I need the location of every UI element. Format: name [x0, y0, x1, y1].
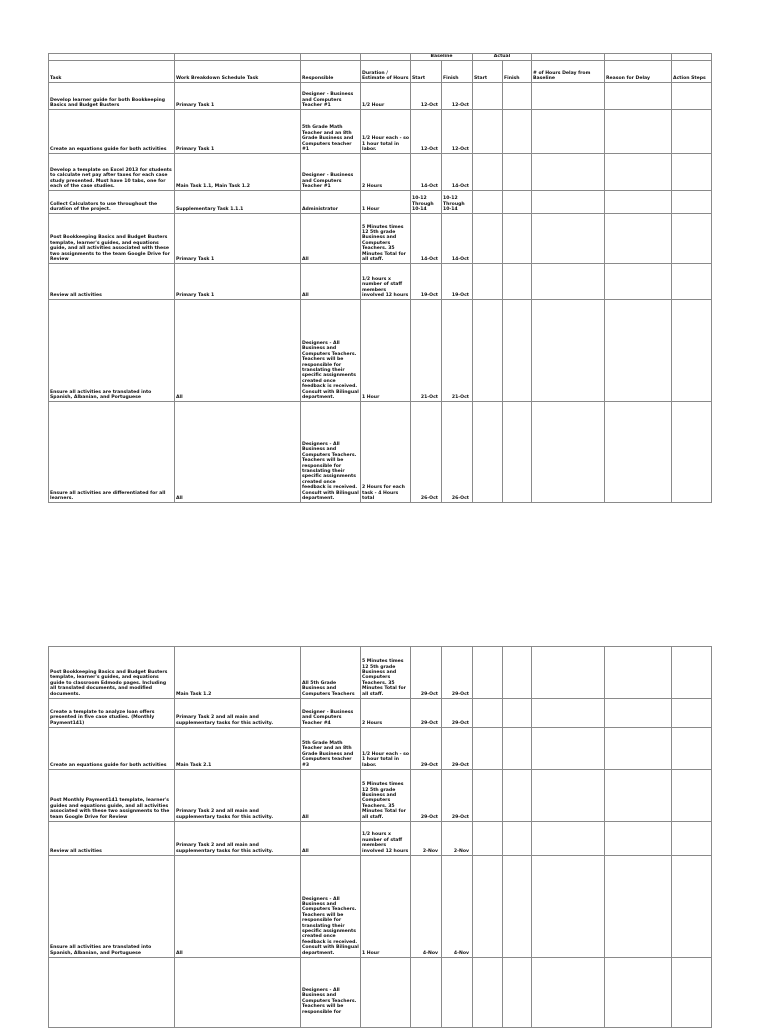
actual-start-header: Start: [473, 61, 503, 83]
table-row: [49, 402, 712, 503]
actual-start-cell: [473, 83, 503, 110]
responsible-cell: Designer - Business and Computers Teacher #1: [301, 83, 361, 110]
responsible-cell: All: [301, 822, 361, 856]
responsible-cell: Designer - Business and Computers Teacher #1: [301, 154, 361, 191]
baseline-start-cell: 29-Oct: [411, 728, 442, 770]
wbs-column-header: Work Breakdown Schedule Task: [175, 61, 301, 83]
actual-finish-cell: [503, 402, 532, 503]
actual-finish-cell: [503, 822, 532, 856]
table-row: [49, 300, 712, 402]
responsible-cell: All: [301, 770, 361, 822]
actual-start-cell: [473, 856, 503, 958]
wbs-cell: Primary Task 1: [175, 110, 301, 154]
duration-cell: 1 Hour: [361, 300, 411, 402]
duration-cell: 1/2 hours x number of staff members involved 12 hours: [361, 822, 411, 856]
actual-finish-cell: [503, 154, 532, 191]
actual-start-cell: [473, 402, 503, 503]
reason-cell: [605, 300, 672, 402]
baseline-finish-cell: 29-Oct: [442, 647, 473, 699]
actual-finish-cell: [503, 191, 532, 214]
hours-delay-cell: [532, 214, 605, 264]
responsible-cell: All: [301, 264, 361, 300]
hours-delay-cell: [532, 699, 605, 728]
action-cell: [672, 110, 712, 154]
baseline-finish-cell: 4-Nov: [442, 856, 473, 958]
baseline-finish-cell: 14-Oct: [442, 154, 473, 191]
actual-finish-cell: [503, 214, 532, 264]
action-cell: [672, 822, 712, 856]
reason-cell: [605, 264, 672, 300]
wbs-cell: All: [175, 856, 301, 958]
reason-cell: [605, 958, 672, 1028]
responsible-cell: Designers - All Business and Computers Teachers. Teachers will be responsible for: [301, 958, 361, 1028]
duration-cell: 2 Hours for each task - 4 Hours total: [361, 402, 411, 503]
header-blank: [532, 54, 605, 61]
wbs-cell: Primary Task 2 and all main and supplementary tasks for this activity.: [175, 822, 301, 856]
hours-delay-cell: [532, 822, 605, 856]
reason-cell: [605, 110, 672, 154]
baseline-start-cell: 12-Oct: [411, 110, 442, 154]
duration-cell: 1/2 hours x number of staff members involved 12 hours: [361, 264, 411, 300]
reason-cell: [605, 83, 672, 110]
duration-column-header: Duration / Estimate of Hours: [361, 61, 411, 83]
actual-start-cell: [473, 822, 503, 856]
wbs-cell: Primary Task 1: [175, 264, 301, 300]
baseline-start-cell: 26-Oct: [411, 402, 442, 503]
baseline-start-cell: 12-Oct: [411, 83, 442, 110]
wbs-cell: Primary Task 2 and all main and supplementary tasks for this activity.: [175, 770, 301, 822]
responsible-cell: 5th Grade Math Teacher and an 8th Grade Business and Computers teacher #1: [301, 110, 361, 154]
actual-start-cell: [473, 728, 503, 770]
schedule-table-page-2: [48, 646, 712, 1028]
hours-delay-cell: [532, 402, 605, 503]
hours-delay-cell: [532, 83, 605, 110]
table-row: [49, 110, 712, 154]
duration-cell: 1 Hour: [361, 191, 411, 214]
task-cell: Post Bookkeeping Basics and Budget Busters template, learner's guides, and equations guide, and all activities associated with these two assignments to the team Google Drive for Review: [49, 214, 175, 264]
actual-start-cell: [473, 300, 503, 402]
actual-header: Actual: [473, 54, 532, 61]
responsible-column-header: Responsible: [301, 61, 361, 83]
baseline-start-cell: 14-Oct: [411, 154, 442, 191]
header-blank: [672, 54, 712, 61]
action-cell: [672, 958, 712, 1028]
baseline-start-cell: [411, 958, 442, 1028]
actual-finish-cell: [503, 264, 532, 300]
reason-cell: [605, 822, 672, 856]
baseline-finish-cell: 21-Oct: [442, 300, 473, 402]
task-cell: Ensure all activities are translated into Spanish, Albanian, and Portuguese: [49, 856, 175, 958]
task-cell: Create an equations guide for both activities: [49, 110, 175, 154]
hours-delay-cell: [532, 647, 605, 699]
header-blank: [605, 54, 672, 61]
task-cell: [49, 958, 175, 1028]
actual-start-cell: [473, 699, 503, 728]
duration-cell: [361, 958, 411, 1028]
actual-finish-cell: [503, 856, 532, 958]
header-blank: [361, 54, 411, 61]
task-cell: Review all activities: [49, 264, 175, 300]
baseline-start-cell: 29-Oct: [411, 699, 442, 728]
actual-finish-cell: [503, 728, 532, 770]
task-cell: Create a template to analyze loan offers presented in five case studies. (Monthly Payment141): [49, 699, 175, 728]
baseline-start-cell: 10-12 Through 10-14: [411, 191, 442, 214]
action-cell: [672, 402, 712, 503]
action-cell: [672, 191, 712, 214]
baseline-finish-cell: [442, 958, 473, 1028]
reason-cell: [605, 402, 672, 503]
responsible-cell: Designers - All Business and Computers Teachers. Teachers will be responsible for translating their specific assignments created once feedback is received. Consult with Bilingual department.: [301, 856, 361, 958]
baseline-finish-cell: 29-Oct: [442, 770, 473, 822]
action-cell: [672, 214, 712, 264]
actual-start-cell: [473, 191, 503, 214]
wbs-cell: Main Task 2.1: [175, 728, 301, 770]
baseline-finish-header: Finish: [442, 61, 473, 83]
table-row: [49, 856, 712, 958]
hours-delay-cell: [532, 770, 605, 822]
task-cell: Review all activities: [49, 822, 175, 856]
actual-finish-cell: [503, 300, 532, 402]
wbs-cell: Main Task 1.1, Main Task 1.2: [175, 154, 301, 191]
duration-cell: 1/2 Hour each - so 1 hour total in labor.: [361, 728, 411, 770]
actual-start-cell: [473, 958, 503, 1028]
baseline-start-cell: 21-Oct: [411, 300, 442, 402]
hours-delay-cell: [532, 154, 605, 191]
task-cell: Create an equations guide for both activities: [49, 728, 175, 770]
reason-delay-header: Reason for Delay: [605, 61, 672, 83]
actual-finish-cell: [503, 770, 532, 822]
actual-start-cell: [473, 647, 503, 699]
baseline-finish-cell: 10-12 Through 10-14: [442, 191, 473, 214]
responsible-cell: Designer - Business and Computers Teacher #4: [301, 699, 361, 728]
duration-cell: 1/2 Hour: [361, 83, 411, 110]
duration-cell: 1/2 Hour each - so 1 hour total in labor.: [361, 110, 411, 154]
table-row: [49, 191, 712, 214]
hours-delay-cell: [532, 856, 605, 958]
duration-cell: 2 Hours: [361, 154, 411, 191]
reason-cell: [605, 647, 672, 699]
baseline-finish-cell: 2-Nov: [442, 822, 473, 856]
wbs-cell: Main Task 1.2: [175, 647, 301, 699]
wbs-cell: [175, 958, 301, 1028]
baseline-start-cell: 4-Nov: [411, 856, 442, 958]
table-row: [49, 728, 712, 770]
responsible-cell: All: [301, 214, 361, 264]
task-cell: Post Monthly Payment141 template, learner's guides and equations guide, and all activities associated with these two assignments to the team Google Drive for Review: [49, 770, 175, 822]
actual-finish-cell: [503, 958, 532, 1028]
actual-finish-header: Finish: [503, 61, 532, 83]
table-row: [49, 264, 712, 300]
task-cell: Ensure all activities are translated into Spanish, Albanian, and Portuguese: [49, 300, 175, 402]
duration-cell: 5 Minutes times 12 5th grade Business and Computers Teachers. 35 Minutes Total for all staff.: [361, 770, 411, 822]
task-cell: Ensure all activities are differentiated for all learners.: [49, 402, 175, 503]
task-cell: Post Bookkeeping Basics and Budget Busters template, learner's guides, and equations guide to classroom Edmodo pages. Including all translated documents, and modified documents.: [49, 647, 175, 699]
hours-delay-cell: [532, 300, 605, 402]
wbs-cell: Primary Task 1: [175, 83, 301, 110]
action-cell: [672, 300, 712, 402]
hours-delay-header: # of Hours Delay from Baseline: [532, 61, 605, 83]
baseline-start-cell: 29-Oct: [411, 647, 442, 699]
schedule-table-page-1: [48, 53, 712, 503]
actual-start-cell: [473, 214, 503, 264]
action-cell: [672, 856, 712, 958]
responsible-cell: Administrator: [301, 191, 361, 214]
header-blank: [301, 54, 361, 61]
action-cell: [672, 154, 712, 191]
baseline-start-cell: 14-Oct: [411, 214, 442, 264]
action-cell: [672, 83, 712, 110]
action-cell: [672, 699, 712, 728]
responsible-cell: All 5th Grade Business and Computers Teachers: [301, 647, 361, 699]
task-cell: Develop learner guide for both Bookkeeping Basics and Budget Busters: [49, 83, 175, 110]
hours-delay-cell: [532, 264, 605, 300]
reason-cell: [605, 770, 672, 822]
reason-cell: [605, 154, 672, 191]
baseline-start-cell: 29-Oct: [411, 770, 442, 822]
action-cell: [672, 647, 712, 699]
header-blank: [175, 54, 301, 61]
reason-cell: [605, 699, 672, 728]
baseline-finish-cell: 12-Oct: [442, 110, 473, 154]
hours-delay-cell: [532, 191, 605, 214]
wbs-cell: All: [175, 300, 301, 402]
action-cell: [672, 770, 712, 822]
actual-finish-cell: [503, 83, 532, 110]
table-row: [49, 958, 712, 1028]
actual-start-cell: [473, 264, 503, 300]
action-steps-header: Action Steps: [672, 61, 712, 83]
responsible-cell: 5th Grade Math Teacher and an 8th Grade Business and Computers teacher #3: [301, 728, 361, 770]
task-cell: Develop a template on Excel 2013 for students to calculate net pay after taxes for each case study presented. Must have 10 tabs, one for each of the case studies.: [49, 154, 175, 191]
responsible-cell: Designers - All Business and Computers Teachers. Teachers will be responsible for translating their specific assignments created once feedback is received. Consult with Bilingual department.: [301, 402, 361, 503]
actual-finish-cell: [503, 699, 532, 728]
wbs-cell: All: [175, 402, 301, 503]
table-row: [49, 83, 712, 110]
table-row: [49, 822, 712, 856]
table-row: [49, 699, 712, 728]
baseline-header: Baseline: [411, 54, 473, 61]
baseline-start-cell: 19-Oct: [411, 264, 442, 300]
baseline-finish-cell: 29-Oct: [442, 728, 473, 770]
action-cell: [672, 264, 712, 300]
responsible-cell: Designers - All Business and Computers Teachers. Teachers will be responsible for translating their specific assignments created once feedback is received. Consult with Bilingual department.: [301, 300, 361, 402]
wbs-cell: Supplementary Task 1.1.1: [175, 191, 301, 214]
duration-cell: 5 Minutes times 12 5th grade Business and Computers Teachers. 35 Minutes Total for all staff.: [361, 647, 411, 699]
baseline-finish-cell: 26-Oct: [442, 402, 473, 503]
baseline-finish-cell: 29-Oct: [442, 699, 473, 728]
baseline-finish-cell: 12-Oct: [442, 83, 473, 110]
table-row: [49, 154, 712, 191]
actual-start-cell: [473, 770, 503, 822]
actual-finish-cell: [503, 647, 532, 699]
duration-cell: 5 Minutes times 12 5th grade Business and Computers Teachers. 35 Minutes Total for all staff.: [361, 214, 411, 264]
baseline-start-cell: 2-Nov: [411, 822, 442, 856]
reason-cell: [605, 191, 672, 214]
reason-cell: [605, 856, 672, 958]
reason-cell: [605, 214, 672, 264]
duration-cell: 1 Hour: [361, 856, 411, 958]
actual-start-cell: [473, 154, 503, 191]
duration-cell: 2 Hours: [361, 699, 411, 728]
baseline-start-header: Start: [411, 61, 442, 83]
hours-delay-cell: [532, 958, 605, 1028]
table-row: [49, 770, 712, 822]
actual-start-cell: [473, 110, 503, 154]
wbs-cell: Primary Task 2 and all main and supplementary tasks for this activity.: [175, 699, 301, 728]
task-cell: Collect Calculators to use throughout the duration of the project.: [49, 191, 175, 214]
table-row: [49, 647, 712, 699]
action-cell: [672, 728, 712, 770]
table-row: [49, 214, 712, 264]
task-column-header: Task: [49, 61, 175, 83]
baseline-finish-cell: 14-Oct: [442, 214, 473, 264]
wbs-cell: Primary Task 1: [175, 214, 301, 264]
actual-finish-cell: [503, 110, 532, 154]
baseline-finish-cell: 19-Oct: [442, 264, 473, 300]
hours-delay-cell: [532, 110, 605, 154]
reason-cell: [605, 728, 672, 770]
hours-delay-cell: [532, 728, 605, 770]
header-blank: [49, 54, 175, 61]
